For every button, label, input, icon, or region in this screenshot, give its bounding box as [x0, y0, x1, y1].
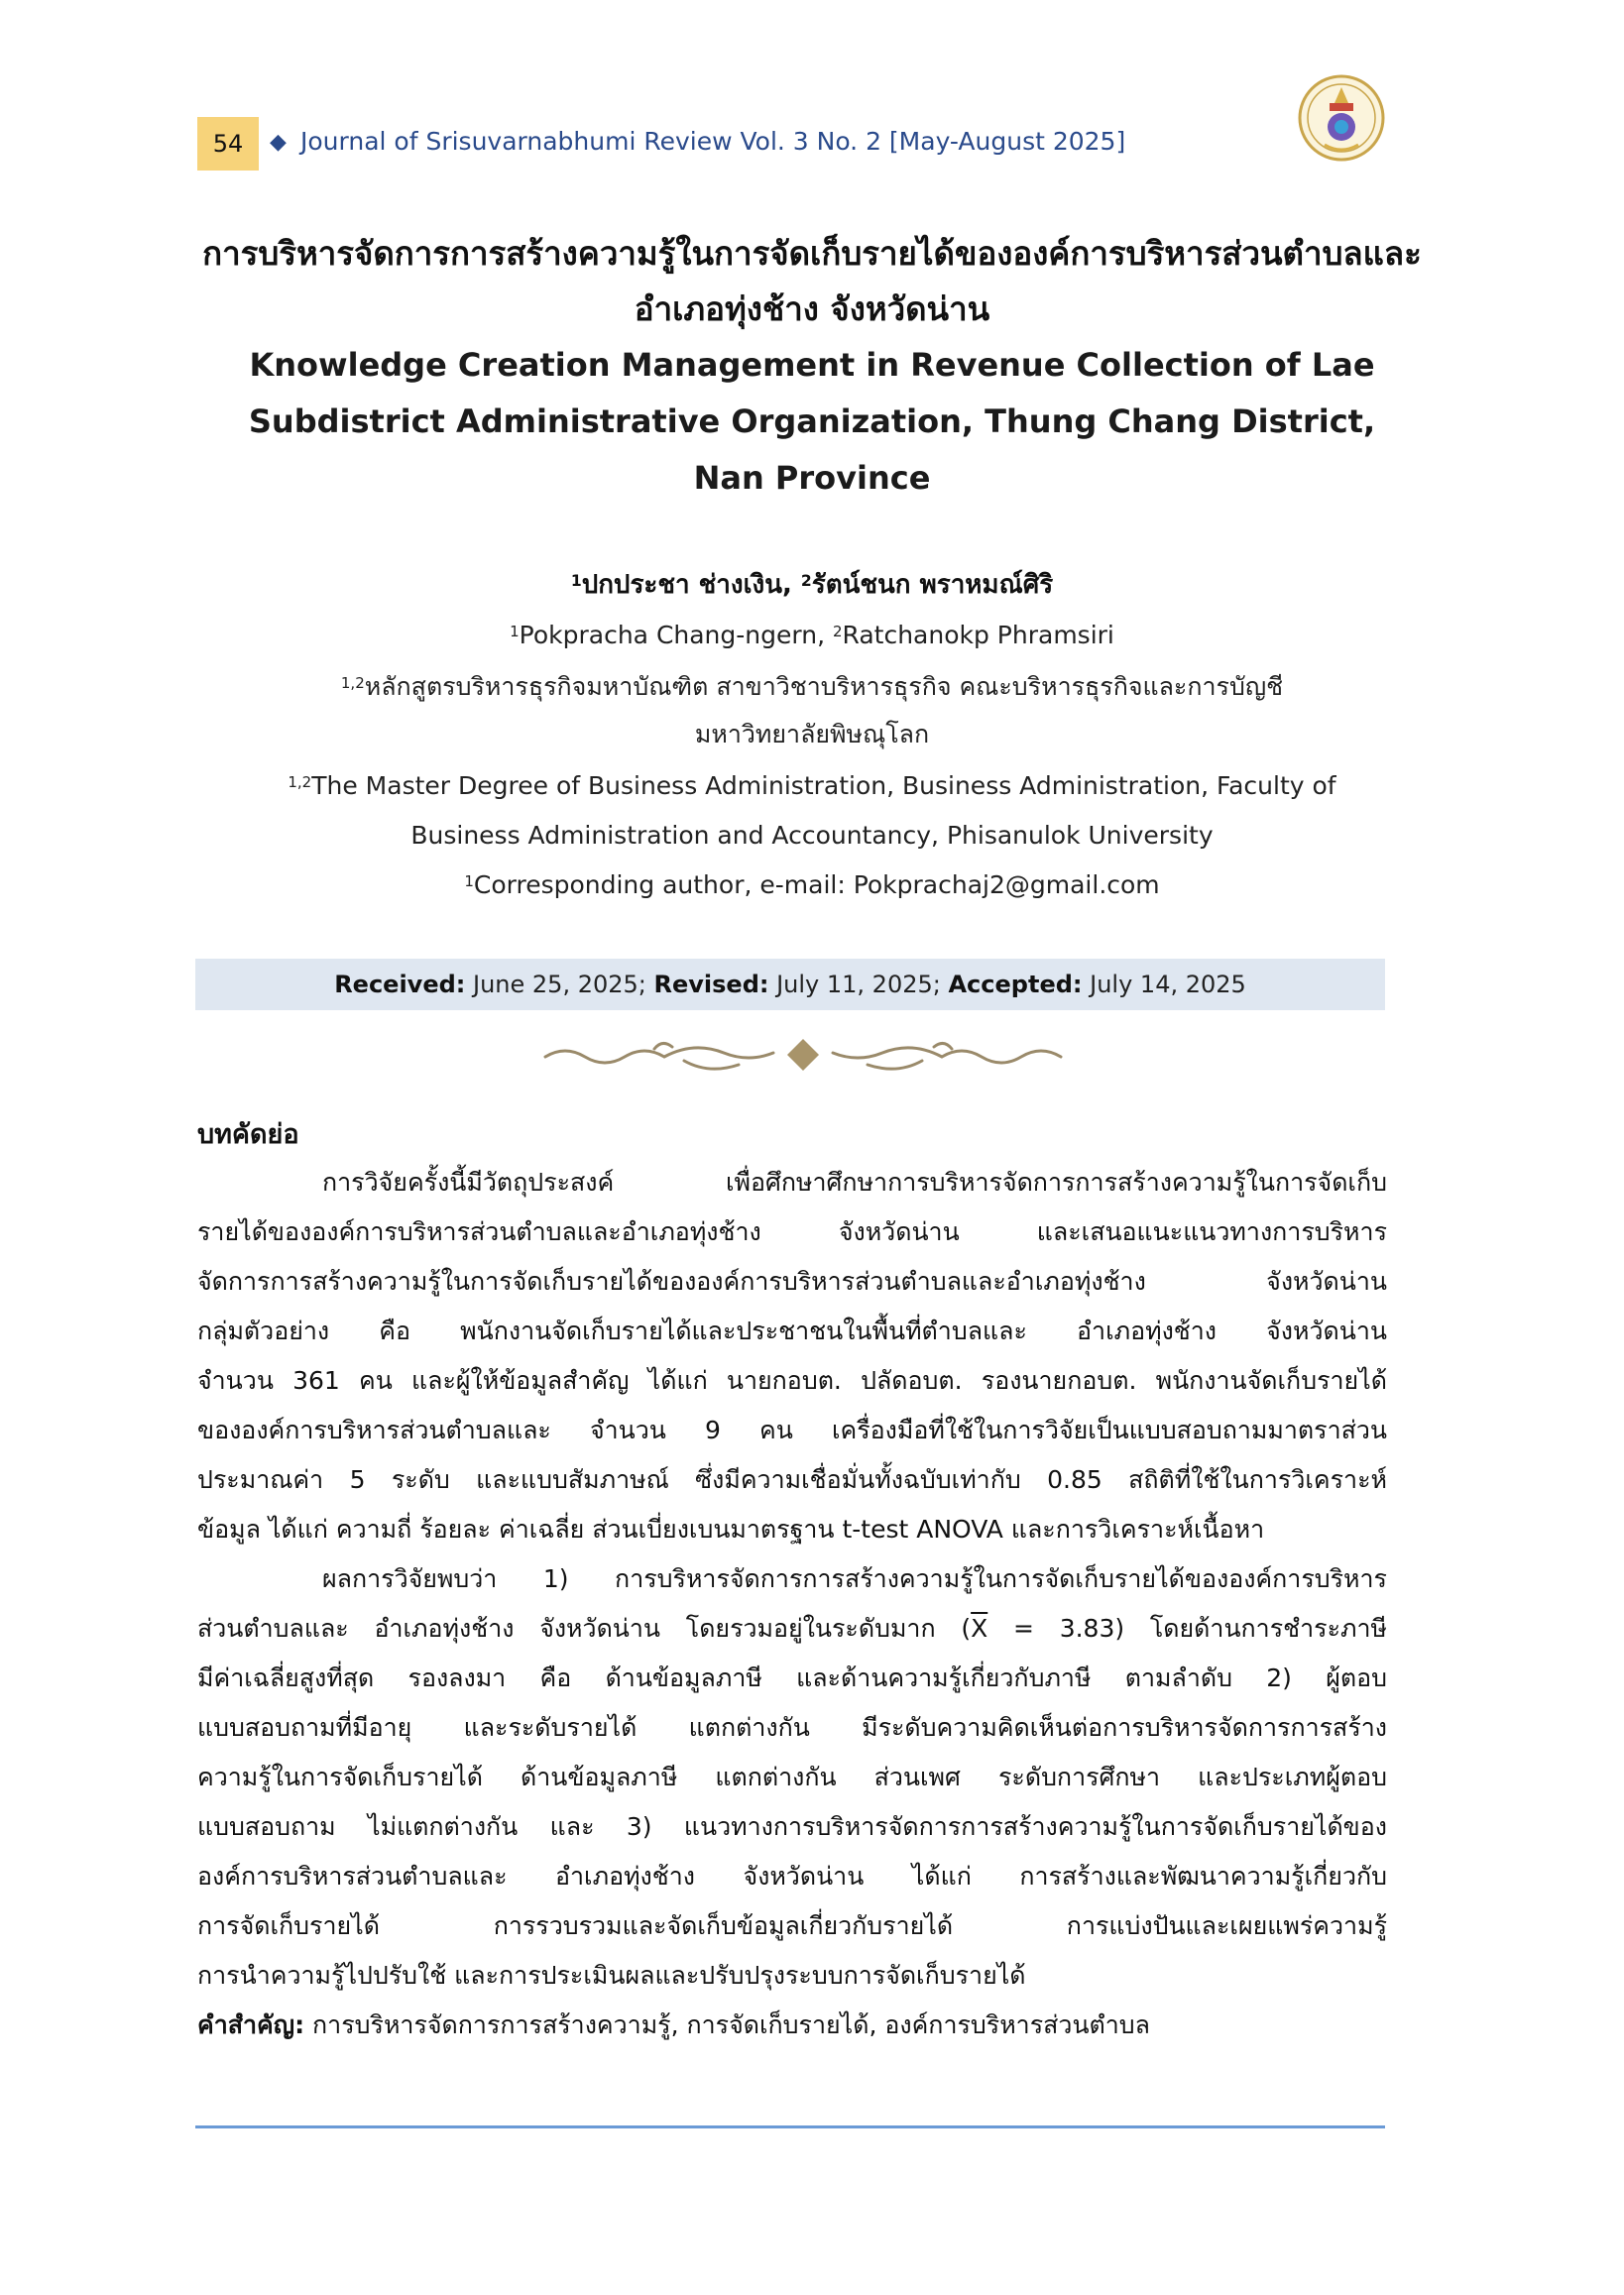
- corresponding-email: Corresponding author, e-mail: Pokprachaj2@gmail.com: [473, 870, 1160, 899]
- abstract-line: ความรู้ในการจัดเก็บรายได้ ด้านข้อมูลภาษี แตกต่างกัน ส่วนเพศ ระดับการศึกษา และประเภทผู้ตอบ: [197, 1763, 1387, 1791]
- corresponding-number: 1: [464, 872, 474, 891]
- abstract-line: ประมาณค่า 5 ระดับ และแบบสัมภาษณ์ ซึ่งมีความเชื่อมั่นทั้งฉบับเท่ากับ 0.85 สถิติที่ใช้ในการวิเคราะห์: [197, 1465, 1387, 1494]
- author-1-number: 1: [510, 623, 520, 641]
- keywords: [197, 2001, 1387, 2050]
- author-1-english: Pokpracha Chang-ngern,: [519, 621, 833, 649]
- corresponding-author: [149, 862, 1475, 908]
- author-1-thai: ปกประชา ช่างเงิน,: [581, 570, 801, 600]
- author-1-number: 1: [570, 571, 582, 590]
- abstract-line: การนำความรู้ไปปรับใช้ และการประเมินผลและปรับปรุงระบบการจัดเก็บรายได้: [197, 1961, 1026, 1990]
- abstract-line: ข้อมูล ได้แก่ ความถี่ ร้อยละ ค่าเฉลี่ย ส่วนเบี่ยงเบนมาตรฐาน t-test ANOVA และการวิเคราะห์เนื้อหา: [197, 1515, 1265, 1544]
- thai-affiliation-line-1: [149, 664, 1475, 710]
- revised-date: July 11, 2025;: [768, 971, 949, 998]
- abstract-text: = 3.83) โดยด้านการชำระภาษี: [987, 1614, 1387, 1643]
- abstract-line: กลุ่มตัวอย่าง คือ พนักงานจัดเก็บรายได้และประชาชนในพื้นที่ตำบลและ อำเภอทุ่งช้าง จังหวัดน่าน: [197, 1317, 1387, 1345]
- abstract-line: องค์การบริหารส่วนตำบลและ อำเภอทุ่งช้าง จังหวัดน่าน ได้แก่ การสร้างและพัฒนาความรู้เกี่ยวกับ: [197, 1862, 1387, 1891]
- thai-authors: [149, 565, 1475, 605]
- english-title-line-1: Knowledge Creation Management in Revenue Collection of Lae: [249, 346, 1375, 384]
- abstract-line: รายได้ขององค์การบริหารส่วนตำบลและอำเภอทุ่งช้าง จังหวัดน่าน และเสนอแนะแนวทางการบริหาร: [197, 1217, 1387, 1246]
- abstract-line: จำนวน 361 คน และผู้ให้ข้อมูลสำคัญ ได้แก่ นายกอบต. ปลัดอบต. รองนายกอบต. พนักงานจัดเก็บรายได้: [197, 1366, 1387, 1395]
- author-2-number: 2: [832, 623, 843, 641]
- abstract-line: แบบสอบถามที่มีอายุ และระดับรายได้ แตกต่างกัน มีระดับความคิดเห็นต่อการบริหารจัดการการสร้าง: [197, 1713, 1387, 1742]
- received-date: June 25, 2025;: [465, 971, 654, 998]
- english-affiliation-line-1: [149, 763, 1475, 809]
- received-label: Received:: [334, 971, 466, 998]
- thai-title-line-1: การบริหารจัดการการสร้างความรู้ในการจัดเก็บรายได้ขององค์การบริหารส่วนตำบลและ: [202, 234, 1422, 273]
- affiliation-number: 1,2: [340, 674, 365, 693]
- author-2-number: 2: [800, 571, 812, 590]
- abstract-text: ส่วนตำบลและ อำเภอทุ่งช้าง จังหวัดน่าน โดยรวมอยู่ในระดับมาก (: [197, 1614, 972, 1643]
- abstract-line: มีค่าเฉลี่ยสูงที่สุด รองลงมา คือ ด้านข้อมูลภาษี และด้านความรู้เกี่ยวกับภาษี ตามลำดับ 2) ผู้ตอบ: [197, 1664, 1387, 1692]
- affiliation-number: 1,2: [288, 773, 312, 792]
- abstract-line: แบบสอบถาม ไม่แตกต่างกัน และ 3) แนวทางการบริหารจัดการการสร้างความรู้ในการจัดเก็บรายได้ของ: [197, 1812, 1387, 1841]
- page-number: 54: [197, 117, 259, 171]
- author-2-english: Ratchanokp Phramsiri: [842, 621, 1114, 649]
- thai-title-line-2: อำเภอทุ่งช้าง จังหวัดน่าน: [634, 289, 990, 328]
- abstract-heading: บทคัดย่อ: [197, 1119, 299, 1150]
- abstract-line: ผลการวิจัยพบว่า 1) การบริหารจัดการการสร้างความรู้ในการจัดเก็บรายได้ขององค์การบริหาร: [322, 1564, 1387, 1593]
- ornament-divider-icon: [535, 1031, 1071, 1079]
- english-affiliation-line-2: Business Administration and Accountancy, Phisanulok University: [410, 821, 1214, 850]
- affiliation-thai: หลักสูตรบริหารธุรกิจมหาบัณฑิต สาขาวิชาบริหารธุรกิจ คณะบริหารธุรกิจและการบัญชี: [364, 672, 1284, 701]
- university-seal-icon: [1297, 73, 1386, 163]
- author-2-thai: รัตน์ชนก พราหมณ์ศิริ: [811, 570, 1054, 600]
- diamond-icon: ◆: [270, 130, 287, 155]
- keywords-list: การบริหารจัดการการสร้างความรู้, การจัดเก็บรายได้, องค์การบริหารส่วนตำบล: [304, 2010, 1150, 2039]
- footer-divider: [195, 2125, 1385, 2128]
- english-authors: [149, 613, 1475, 658]
- affiliation-english: The Master Degree of Business Administration, Business Administration, Faculty of: [311, 771, 1336, 800]
- thai-affiliation-line-2: มหาวิทยาลัยพิษณุโลก: [694, 720, 930, 748]
- revised-label: Revised:: [653, 971, 769, 998]
- english-title-line-2: Subdistrict Administrative Organization, Thung Chang District,: [248, 402, 1376, 440]
- keywords-label: คำสำคัญ:: [197, 2010, 305, 2039]
- abstract-line: จัดการการสร้างความรู้ในการจัดเก็บรายได้ขององค์การบริหารส่วนตำบลและอำเภอทุ่งช้าง จังหวัดน่าน: [197, 1267, 1387, 1296]
- abstract-line: ขององค์การบริหารส่วนตำบลและ จำนวน 9 คน เครื่องมือที่ใช้ในการวิจัยเป็นแบบสอบถามมาตราส่วน: [197, 1416, 1387, 1444]
- journal-title: Journal of Srisuvarnabhumi Review Vol. 3 No. 2 [May-August 2025]: [300, 127, 1126, 156]
- abstract-line-mean: [197, 1604, 1387, 1654]
- article-dates: [195, 959, 1385, 1010]
- english-title-line-3: Nan Province: [693, 459, 931, 497]
- abstract-line: การจัดเก็บรายได้ การรวบรวมและจัดเก็บข้อมูลเกี่ยวกับรายได้ การแบ่งปันและเผยแพร่ความรู้: [197, 1911, 1387, 1940]
- accepted-date: July 14, 2025: [1082, 971, 1246, 998]
- mean-symbol: $\overline{X}$: [971, 1614, 988, 1643]
- abstract-line: การวิจัยครั้งนี้มีวัตถุประสงค์ เพื่อศึกษาศึกษาการบริหารจัดการการสร้างความรู้ในการจัดเก็บ: [322, 1168, 1387, 1197]
- accepted-label: Accepted:: [948, 971, 1083, 998]
